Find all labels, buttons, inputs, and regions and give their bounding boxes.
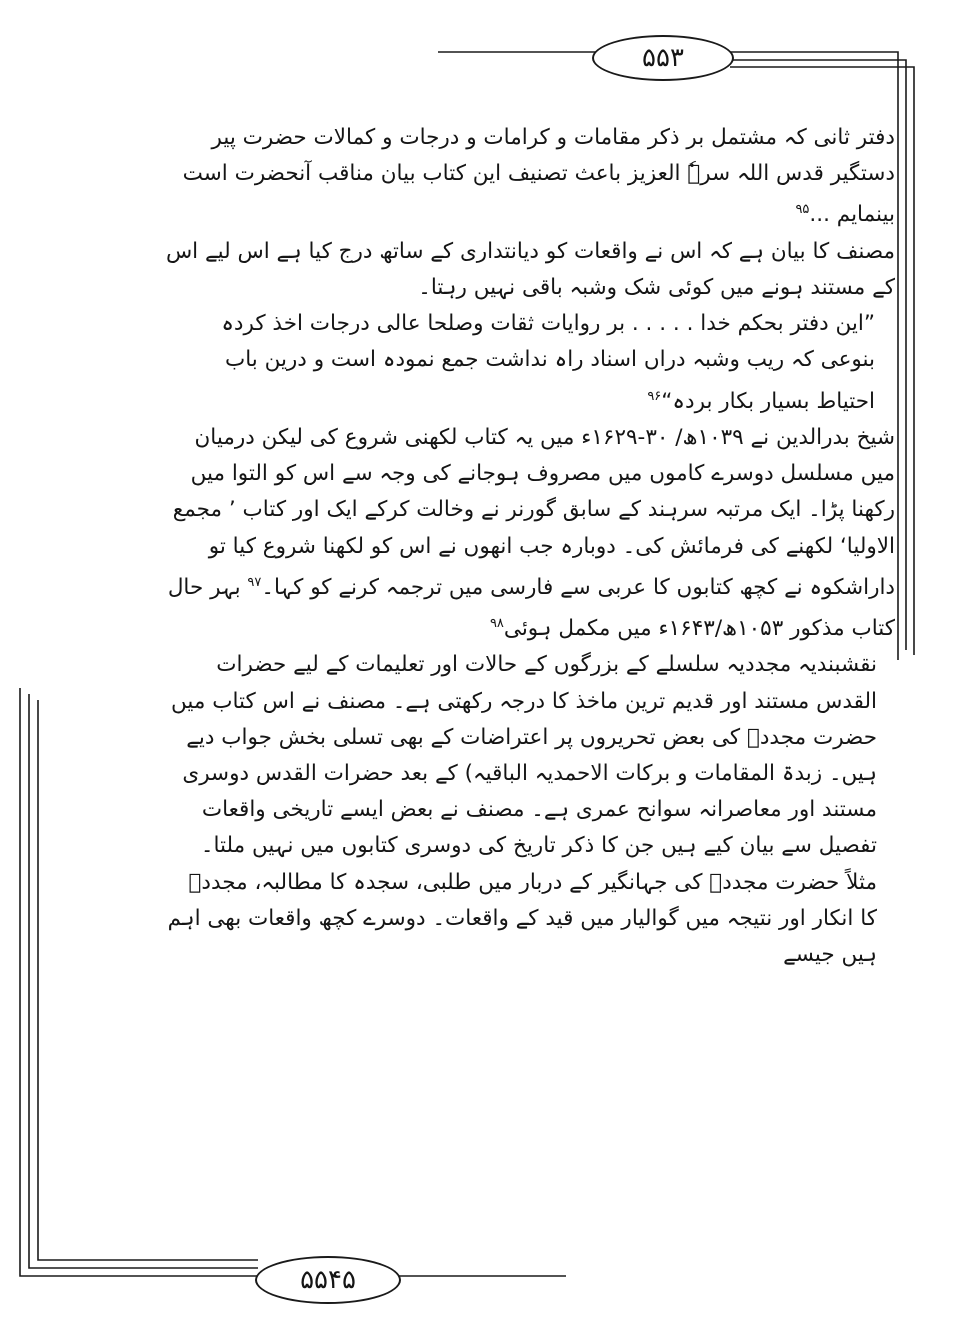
footnote-ref-96: ۹۶	[647, 388, 662, 404]
page-number-top: ۵۵۳	[592, 35, 734, 81]
paragraph-hazrat-ul-quds-importance: نقشبندیہ مجددیہ سلسلے کے بزرگوں کے حالات اور تعلیمات کے لیے حضرات القدس مستند اور قدیم ترین ماخذ کا درجہ رکھتی ہے۔ مصنف نے اس کتاب میں حضرت مجددؒ کی بعض تحریروں پر اعتراضات کے بھی تسلی بخش جواب دیے ہیں۔ زبدۃ المقامات و برکات الاحمدیہ الباقیہ) کے بعد حضرات القدس دوسری مستند اور معاصرانہ سوانح عمری ہے۔ مصنف نے بعض ایسے تاریخی واقعات تفصیل سے بیان کیے ہیں جن کا ذکر تاریخ کی دوسری کتابوں میں نہیں ملتا۔ مثلاً حضرت مجددؒ کی جہانگیر کے دربار میں طلبی، سجدہ کا مطالبہ، مجددؒ کا انکار اور نتیجہ میں گوالیار میں قید کے واقعات۔ دوسرے کچھ واقعات بھی اہم ہیں جیسے	[167, 652, 877, 968]
paragraph-composition-history: شیخ بدرالدین نے ۱۰۳۹ھ/ ۳۰-۱۶۲۹ء میں یہ کتاب لکھنی شروع کی لیکن درمیان میں مسلسل دوسرے کاموں میں مصروف ہوجانے کی وجہ سے اس کو التوا میں رکھنا پڑا۔ ایک مرتبہ سرہند کے سابق گورنر نے وخالت کرکے ایک اور کتاب ’ مجمع الاولیا‘ لکھنے کی فرمائش کی۔ دوبارہ جب انھوں نے اس کو لکھنا شروع کیا تو داراشکوہ نے کچھ کتابوں کا عربی سے فارسی میں ترجمہ کرنے کو کہا۔$^{۹۷}$ بہر حال کتاب مذکور ۱۰۵۳ھ/۱۶۴۳ء میں مکمل ہوئی$^{۹۸}$	[167, 424, 895, 642]
paragraph-author-statement: مصنف کا بیان ہے کہ اس نے واقعات کو دیانتداری کے ساتھ درج کیا ہے اس لیے اس کے مستند ہونے میں کوئی شک وشبہ باقی نہیں رہتا۔	[165, 238, 895, 300]
footnote-ref-97: ۹۷	[247, 574, 262, 590]
page-number-bottom: ۵۵۴۵	[255, 1256, 401, 1304]
footnote-ref-95: ۹۵	[795, 202, 810, 218]
page-body	[165, 120, 895, 973]
footnote-ref-98: ۹۸	[489, 616, 504, 632]
paragraph-persian-excerpt: دفتر ثانی کہ مشتمل بر ذکر مقامات و کرامات و درجات و کمالات حضرت پیر دستگیر قدس اللہ سرہٗ العزیز باعث تصنیف این کتاب بیان مناقب آنحضرت است بینمایم ...$^{۹۵}$	[182, 125, 895, 228]
quotation-persian: ”این دفتر بحکم خدا . . . . . بر روایات ثقات وصلحا عالی درجات اخذ کردہ بنوعی کہ ریب وشبہ دراں اسناد راہ نداشت جمع نمودہ است و درین باب احتیاط بسیار بکار بردہ“$^{۹۶}$	[221, 311, 875, 414]
